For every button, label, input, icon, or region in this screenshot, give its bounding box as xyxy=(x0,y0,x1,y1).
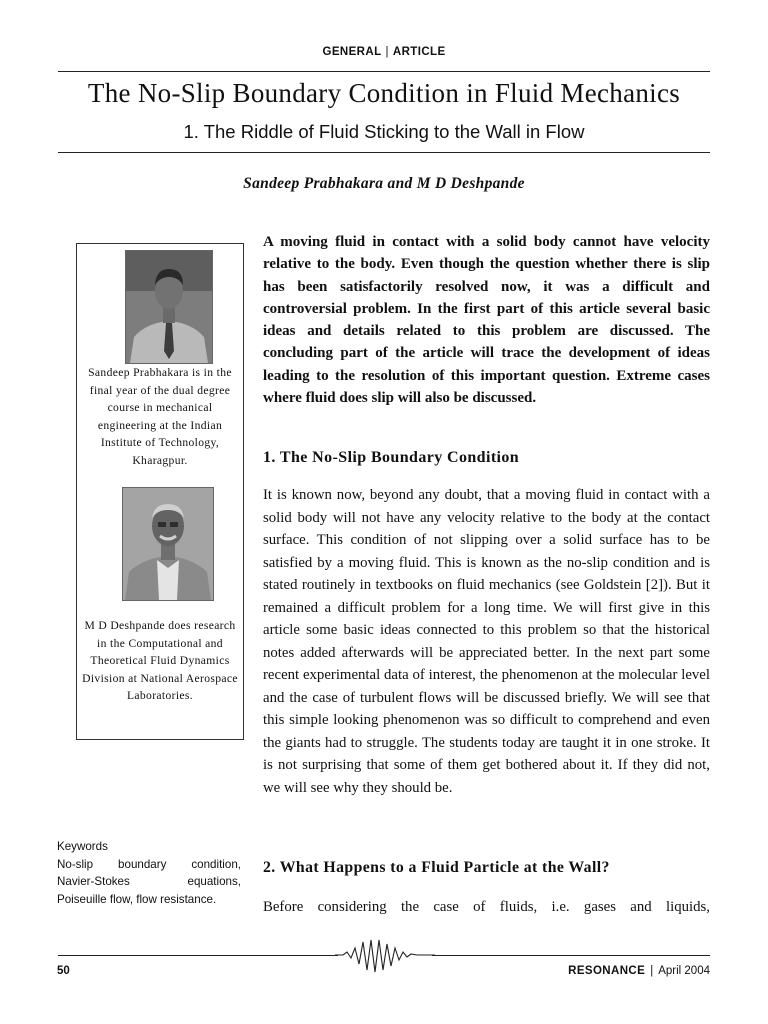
bio-deshpande: M D Deshpande does research in the Computational and Theoretical Fluid Dynamics Division at National Aerospace Laboratories. xyxy=(82,619,238,702)
abstract: A moving fluid in contact with a solid body cannot have velocity relative to the body. Even though the question whether there is slip has been satisfactorily resolved now, it was a difficult and controversial problem. In the first part of this article several basic ideas and details related to this problem are discussed. The concluding part of the article will trace the development of ideas leading to the resolution of this important question. Extreme cases where fluid does slip will also be discussed. xyxy=(263,234,710,407)
title-bottom-rule xyxy=(58,152,710,153)
footer-rule-right xyxy=(432,955,710,956)
journal-issue: April 2004 xyxy=(658,965,710,977)
author-photo-deshpande xyxy=(122,487,214,601)
section-2-heading: 2. What Happens to a Fluid Particle at the Wall? xyxy=(263,859,610,876)
page-number: 50 xyxy=(57,965,70,977)
keywords-box xyxy=(57,838,241,908)
journal-info xyxy=(568,965,710,977)
keywords-heading: Keywords xyxy=(57,840,108,853)
keywords-line: Poiseuille flow, flow resistance. xyxy=(57,892,217,906)
keywords-line: No-slip boundary condition, xyxy=(57,857,241,871)
section-name: GENERAL xyxy=(322,46,382,58)
journal-name: RESONANCE xyxy=(568,965,646,977)
article-subtitle: 1. The Riddle of Fluid Sticking to the Wall in Flow xyxy=(183,121,585,142)
article-title: The No-Slip Boundary Condition in Fluid Mechanics xyxy=(87,78,681,108)
bio-prabhakara: Sandeep Prabhakara is in the final year of the dual degree course in mechanical engineering at the Indian Institute of Technology, Kharagpur. xyxy=(88,366,232,467)
authors: Sandeep Prabhakara and M D Deshpande xyxy=(243,175,525,192)
author-sidebar xyxy=(76,243,244,740)
section-separator: | xyxy=(385,46,389,58)
author-photo-prabhakara xyxy=(125,250,213,364)
section-label xyxy=(0,46,768,58)
keywords-line: Navier-Stokes equations, xyxy=(57,875,241,888)
section-2-body: Before considering the case of fluids, i.e. gases and liquids, xyxy=(263,899,710,915)
section-1-body: It is known now, beyond any doubt, that a moving fluid in contact with a solid body will not have any velocity relative to the body at the contact surface. This condition of not slipping over a solid surface has to be satisfied by a moving fluid. This is known as the no-slip condition and is stated routinely in textbooks on fluid mechanics (see Goldstein [2]). But it remained a difficult problem for a long time. We will first give in this article some basic ideas connected to this problem so that the historical notes added afterwards will be appreciated better. In the next part some recent experimental data of interest, the phenomenon at the molecular level and the case of turbulent flows will be discussed briefly. We will see that this simple looking phenomenon was so difficult to comprehend and even the giants had to struggle. The students today are taught it in one stroke. It is not surprising that some of them get bothered about it. If they did not, we will see why they should be. xyxy=(263,487,710,796)
section-1-heading: 1. The No-Slip Boundary Condition xyxy=(263,449,520,466)
title-top-rule xyxy=(58,71,710,72)
journal-separator: | xyxy=(650,965,654,977)
article-type: ARTICLE xyxy=(392,46,446,58)
footer-wave-icon xyxy=(335,938,435,974)
footer-rule-left xyxy=(58,955,338,956)
